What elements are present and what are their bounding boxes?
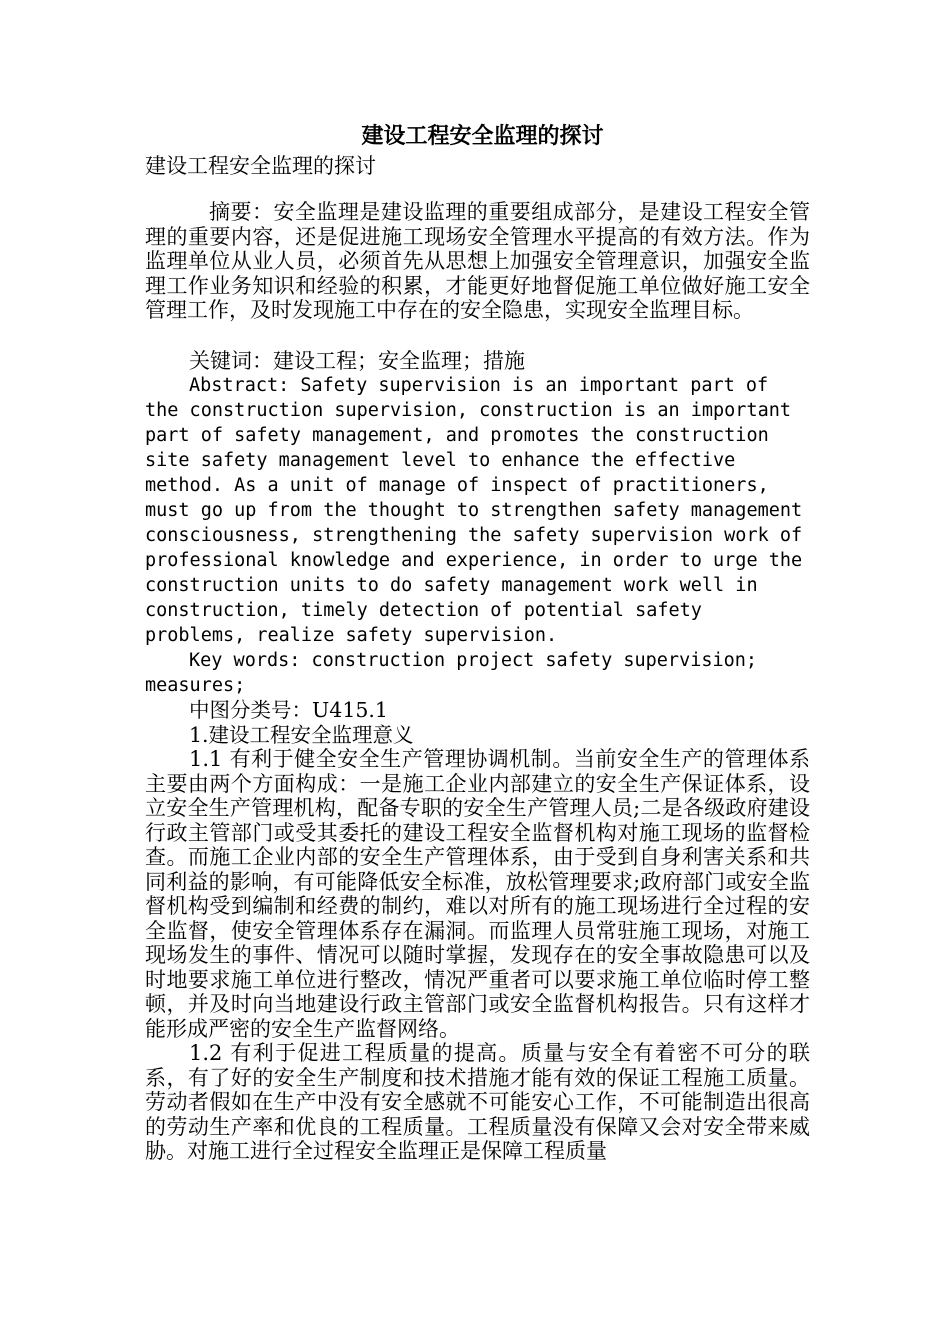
document-subtitle: 建设工程安全监理的探讨 [145,154,376,178]
abstract-en: Abstract: Safety supervision is an important part of the construction supervision, construction is an important part of safety management, and promotes the construction site safety management level to enhance the effective method. As a unit of manage of inspect of practitioners, must go up from the thought to strengthen safety management consciousness, strengthening the safety supervision work of professional knowledge and experience, in order to urge the construction units to do safety management work well in construction, timely detection of potential safety problems, realize safety supervision. [145,375,814,646]
document-page [145,120,814,1164]
paragraph-1-2: 1.2 有利于促进工程质量的提高。质量与安全有着密不可分的联系，有了好的安全生产制度和技术措施才能有效的保证工程施工质量。劳动者假如在生产中没有安全感就不可能安心工作，不可能制造出很高的劳动生产率和优良的工程质量。工程质量没有保障又会对安全带来威胁。对施工进行全过程安全监理正是保障工程质量 [145,1041,810,1163]
section-heading-1: 1.建设工程安全监理意义 [189,722,414,747]
abstract-cn: 摘要：安全监理是建设监理的重要组成部分，是建设工程安全管理的重要内容，还是促进施工现场安全管理水平提高的有效方法。作为监理单位从业人员，必须首先从思想上加强安全管理意识，加强安全监理工作业务知识和经验的积累，才能更好地督促施工单位做好施工安全管理工作，及时发现施工中存在的安全隐患，实现安全监理目标。 [145,200,810,322]
keywords-en: Key words: construction project safety supervision; measures; [145,650,769,696]
classification-number: 中图分类号：U415.1 [189,698,388,722]
paragraph-1-1: 1.1 有利于健全安全生产管理协调机制。当前安全生产的管理体系主要由两个方面构成：一是施工企业内部建立的安全生产保证体系，设立安全生产管理机构，配备专职的安全生产管理人员;二是各级政府建设行政主管部门或受其委托的建设工程安全监督机构对施工现场的监督检查。而施工企业内部的安全生产管理体系，由于受到自身利害关系和共同利益的影响，有可能降低安全标准，放松管理要求;政府部门或安全监督机构受到编制和经费的制约，难以对所有的施工现场进行全过程的安全监督，使安全管理体系存在漏洞。而监理人员常驻施工现场，对施工现场发生的事件、情况可以随时掌握，发现存在的安全事故隐患可以及时地要求施工单位进行整改，情况严重者可以要求施工单位临时停工整顿，并及时向当地建设行政主管部门或安全监督机构报告。只有这样才能形成严密的安全生产监督网络。 [145,747,810,1041]
document-title: 建设工程安全监理的探讨 [361,123,604,149]
keywords-cn: 关键词：建设工程；安全监理；措施 [189,348,525,373]
